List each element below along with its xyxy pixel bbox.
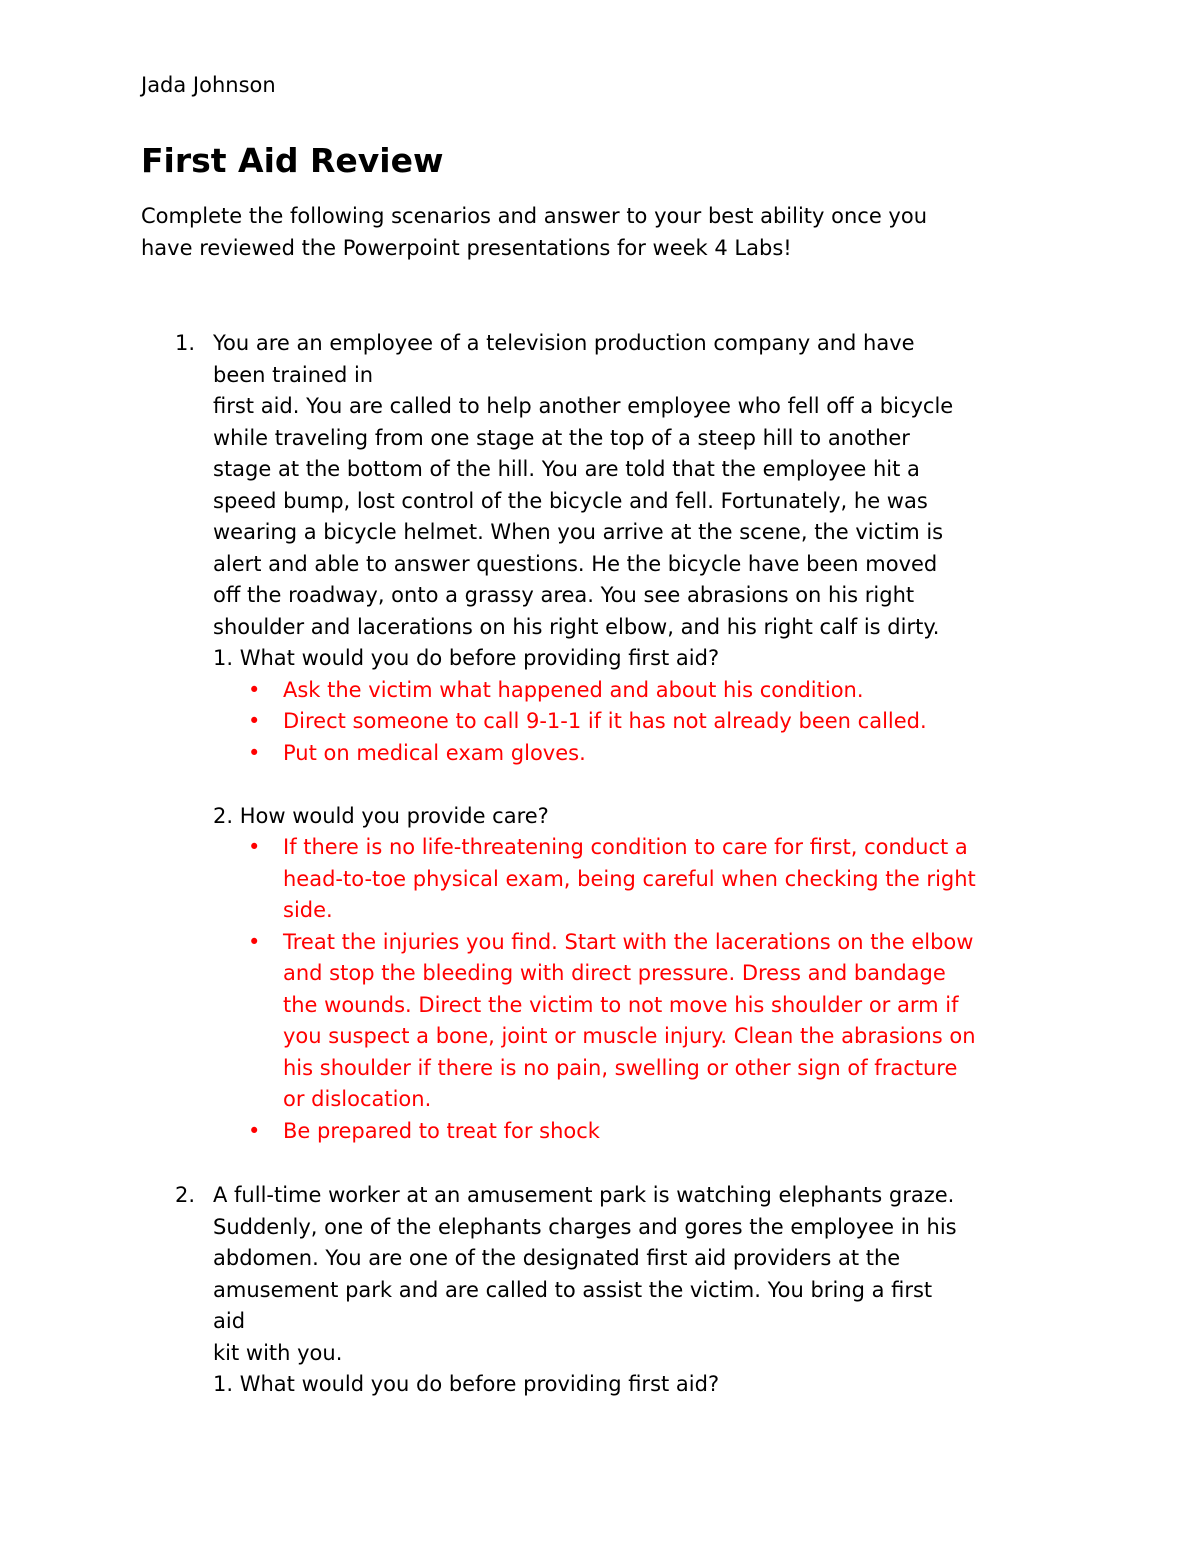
answer-item [213, 706, 1081, 738]
answer-item [213, 927, 1081, 1116]
bullet-icon: • [248, 929, 261, 954]
document-title: First Aid Review [141, 141, 444, 180]
question-text-line: while traveling from one stage at the top of a steep hill to another [213, 425, 910, 450]
question-text-line: Suddenly, one of the elephants charges and gores the employee in his [213, 1214, 957, 1239]
question-text-line: wearing a bicycle helmet. When you arrive at the scene, the victim is [213, 520, 944, 544]
answer-text: or dislocation. [283, 1087, 432, 1111]
author-name: Jada Johnson [141, 73, 276, 97]
bullet-icon: • [248, 740, 261, 765]
sub-question-label: 1. What would you do before providing first aid? [213, 646, 720, 670]
question-text-line: abdomen. You are one of the designated first aid providers at the [213, 1246, 901, 1270]
question-text-line: amusement park and are called to assist the victim. You bring a first [213, 1277, 933, 1302]
answer-text: Direct someone to call 9-1-1 if it has not already been called. [283, 709, 927, 733]
sub-question-label: 1. What would you do before providing first aid? [213, 1372, 720, 1396]
question-text-line: aid [213, 1309, 246, 1333]
bullet-icon: • [248, 677, 261, 702]
question-text-line: off the roadway, onto a grassy area. You see abrasions on his right [213, 583, 915, 607]
bullet-icon: • [248, 709, 261, 733]
answer-text: Treat the injuries you find. Start with the lacerations on the elbow [283, 929, 974, 954]
question-number: 2. [175, 1183, 196, 1207]
intro-line: have reviewed the Powerpoint presentations for week 4 Labs! [141, 235, 792, 260]
question-text-line: first aid. You are called to help another employee who fell off a bicycle [213, 394, 954, 418]
answer-item [213, 738, 1081, 770]
question-number: 1. [175, 331, 196, 355]
bullet-icon: • [248, 1118, 261, 1143]
question-text-line: alert and able to answer questions. He the bicycle have been moved [213, 551, 938, 576]
answer-text: side. [283, 898, 333, 922]
answer-item [213, 675, 1081, 707]
sub-question-label: 2. How would you provide care? [213, 803, 549, 828]
answer-item [213, 832, 1081, 927]
question-text-line: You are an employee of a television production company and have [213, 331, 915, 355]
question-text-line: kit with you. [213, 1340, 343, 1365]
question-text-line: speed bump, lost control of the bicycle and fell. Fortunately, he was [213, 488, 928, 513]
answer-item [213, 1116, 1081, 1148]
answer-text: head-to-toe physical exam, being careful when checking the right [283, 866, 976, 891]
question-text [213, 1180, 1081, 1369]
answer-text: If there is no life-threatening condition to care for first, conduct a [283, 835, 968, 859]
answer-text: his shoulder if there is no pain, swelling or other sign of fracture [283, 1055, 958, 1080]
bullet-icon: • [248, 835, 261, 859]
answer-text: Put on medical exam gloves. [283, 740, 586, 765]
answer-text: Ask the victim what happened and about his condition. [283, 677, 864, 702]
question-1 [141, 328, 1081, 1147]
answer-list [213, 675, 1081, 770]
intro-paragraph [141, 201, 1081, 264]
question-text-line: stage at the bottom of the hill. You are told that the employee hit a [213, 457, 920, 481]
intro-line: Complete the following scenarios and answer to your best ability once you [141, 204, 928, 228]
question-text-line: shoulder and lacerations on his right elbow, and his right calf is dirty. [213, 614, 940, 639]
answer-list [213, 832, 1081, 1147]
question-text-line: A full-time worker at an amusement park is watching elephants graze. [213, 1183, 955, 1207]
question-text-line: been trained in [213, 362, 374, 387]
spacer [141, 769, 1081, 801]
answer-text: and stop the bleeding with direct pressure. Dress and bandage [283, 961, 946, 985]
answer-text: you suspect a bone, joint or muscle injury. Clean the abrasions on [283, 1024, 976, 1048]
answer-text: Be prepared to treat for shock [283, 1118, 600, 1143]
question-text [213, 328, 1081, 643]
answer-text: the wounds. Direct the victim to not move his shoulder or arm if [283, 992, 959, 1017]
question-2 [141, 1180, 1081, 1401]
